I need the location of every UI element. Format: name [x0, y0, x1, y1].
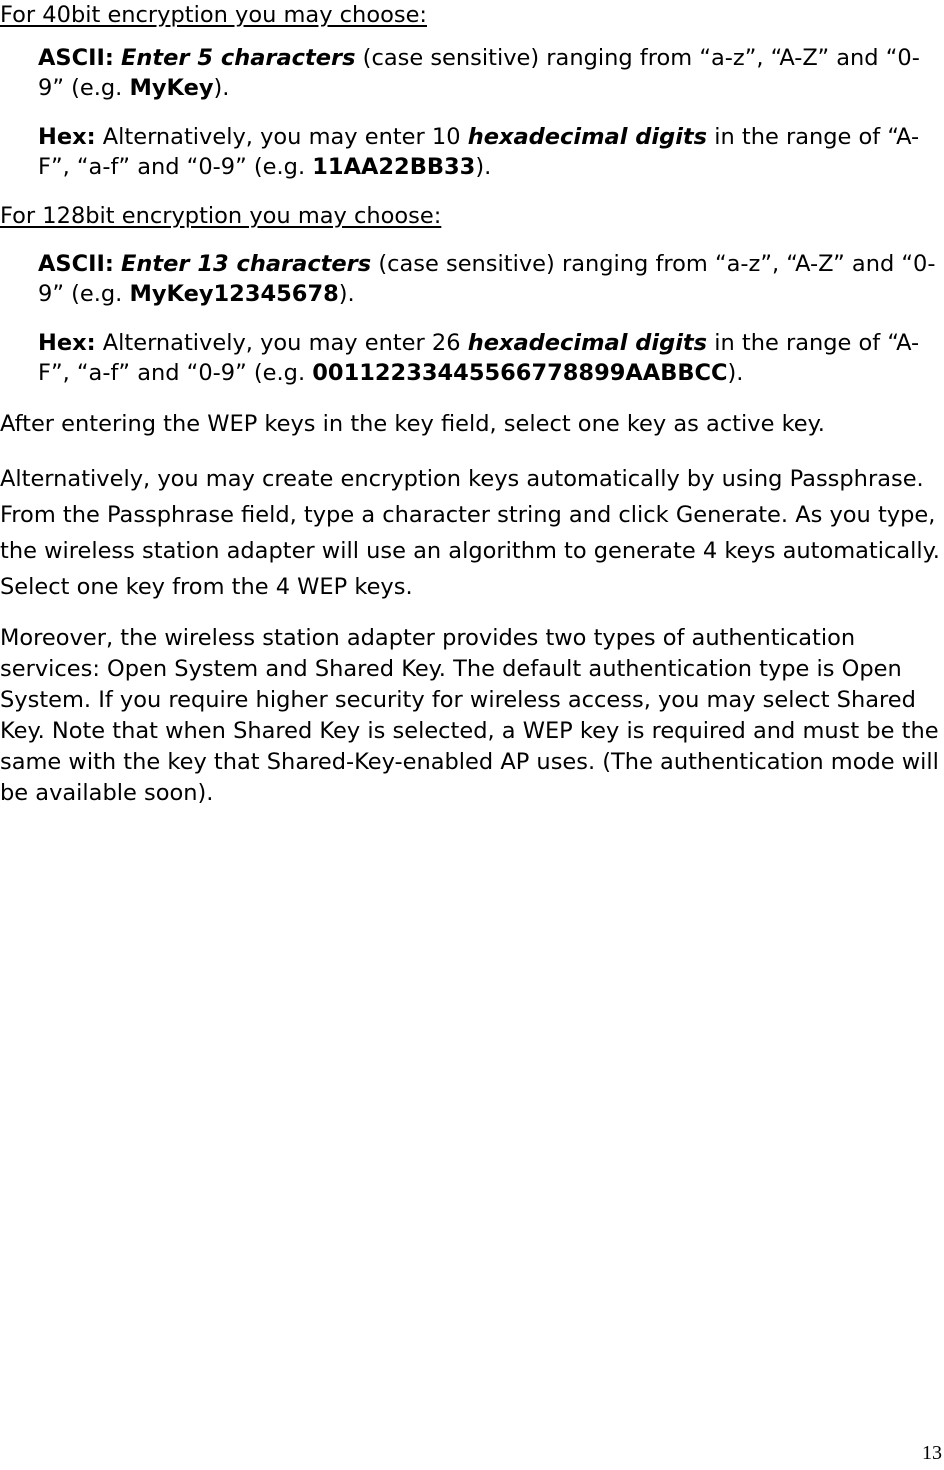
ascii-128bit-entry — [38, 249, 944, 309]
ascii-description: (case sensitive) ranging from “a-z”, “A-Z” and “0-9” (e.g. — [38, 45, 920, 101]
hex-128bit-entry — [38, 328, 944, 388]
ascii-emphasis: Enter 5 characters — [121, 45, 356, 71]
hex-close: ). — [475, 154, 492, 180]
page-number: 13 — [922, 1442, 942, 1464]
ascii-description: (case sensitive) ranging from “a-z”, “A-Z” and “0-9” (e.g. — [38, 251, 936, 307]
authentication-paragraph: Moreover, the wireless station adapter provides two types of authentication services: Open System and Shared Key. The default authentication type is Open System. If you require higher security for wireless access, you may select Shared Key. Note that when Shared Key is selected, a WEP key is required and must be the same with the key that Shared-Key-enabled AP uses. (The authentication mode will be available soon). — [0, 625, 939, 806]
heading-40bit: For 40bit encryption you may choose: — [0, 2, 427, 28]
hex-example: 00112233445566778899AABBCC — [312, 360, 728, 386]
ascii-emphasis: Enter 13 characters — [121, 251, 372, 277]
ascii-label: ASCII: — [38, 251, 114, 277]
ascii-40bit-entry — [38, 43, 944, 103]
hex-40bit-entry — [38, 122, 944, 182]
hex-description: Alternatively, you may enter 10 — [95, 124, 468, 150]
ascii-label: ASCII: — [38, 45, 114, 71]
hex-description-2: in the range of “A-F”, “a-f” and “0-9” (e.g. — [38, 330, 920, 386]
ascii-close: ). — [338, 281, 355, 307]
hex-description-2: in the range of “A-F”, “a-f” and “0-9” (e.g. — [38, 124, 920, 180]
hex-label: Hex: — [38, 124, 96, 150]
hex-close: ). — [727, 360, 744, 386]
hex-emphasis: hexadecimal digits — [467, 124, 708, 150]
ascii-example: MyKey — [129, 75, 214, 101]
active-key-paragraph: After entering the WEP keys in the key field, select one key as active key. — [0, 411, 825, 437]
hex-example: 11AA22BB33 — [312, 154, 476, 180]
passphrase-paragraph: Alternatively, you may create encryption keys automatically by using Passphrase. From the Passphrase field, type a character string and click Generate. As you type, the wireless station adapter will use an algorithm to generate 4 keys automatically. Select one key from the 4 WEP keys. — [0, 466, 940, 600]
hex-label: Hex: — [38, 330, 96, 356]
ascii-close: ). — [213, 75, 230, 101]
ascii-example: MyKey12345678 — [129, 281, 339, 307]
heading-128bit: For 128bit encryption you may choose: — [0, 203, 442, 229]
hex-description: Alternatively, you may enter 26 — [95, 330, 468, 356]
hex-emphasis: hexadecimal digits — [467, 330, 708, 356]
